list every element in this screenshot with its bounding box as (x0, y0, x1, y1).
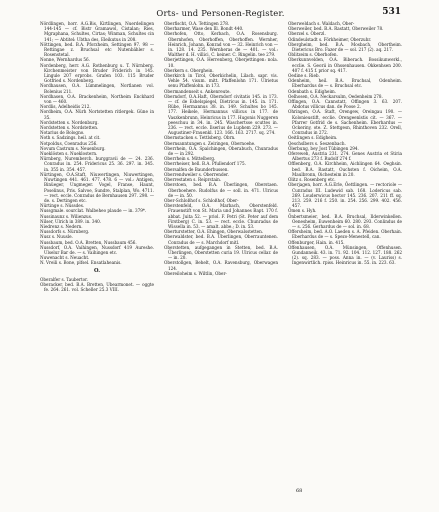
register-entry: Nordhasen, O.A. Brackenheim, Northeim Enckhard von — 460. (40, 93, 154, 105)
column-3 (288, 21, 402, 489)
page-number: 531 (382, 7, 401, 17)
register-entry: Nöttingen, bed. B.A. Pforzheim, Settingen 97. 98 — Rettingae z. Bruchsal etc Nutenbähler s. Rosenstetal. (40, 41, 154, 58)
register-entry: Nussbaum, bed. O.A. Bretten, Nussbaum 456. (40, 239, 137, 245)
register-entry: Oberkern s. Oberghein. (164, 67, 214, 73)
register-entry: Oblitzeim s. Oberhofen. (288, 52, 338, 58)
register-entry: Oberturstetter, O.A. Ehingen, Oberwalsstetten. (164, 229, 264, 235)
register-entry: Odindeulstadt s. Förkheimer, Oberzuhr. (288, 36, 372, 42)
register-entry: Ofereweh, Austria 231. 274. Genes Austria et Stiria Albertus 273 f. Rudolf 274 f. (288, 151, 402, 162)
register-entry: Oeitlingen s. Edigheim. (288, 135, 338, 141)
register-columns (40, 21, 402, 489)
register-entry: Oberrheiser, hell. B.A. Pfullendorf 175. (164, 161, 246, 167)
register-entry: Obermandenseit s. Ankenreute. (164, 88, 231, 94)
register-entry: Obergheim, bed. B.A. Mosbach, Obertheim. Dietericus Bro. Fazer de — sol. 217 (2). aq. 217. (288, 41, 402, 53)
register-entry: Oberweldach s. Waldach, Ober- (288, 21, 355, 26)
register-entry: Oberndorf, O.A.Haft, Oberndorf civitatis 145. in 173. — cf. de Eshelspiegel, Dietricus in. 145. in. 171. Rübe, Hermannus 38. in. 149. Schultes bo 145. 177. Heikele, Hermannus villicus in 177. de Vaszkenbrunn, Heinricus in 177. Hugonis Nuggeren peeschuu in 34. in. 245. Waschertsse scuttes in. 236. — rect. eccle. Ilserius de Luphem 229. 273. — Augustiner-Frauenkl. 123. 166. 163. 2717. sq. 274. (164, 93, 278, 136)
register-entry: Noth s. Sadzings. heil. at cit. (40, 135, 101, 141)
register-entry: Obereiloheim s. Wiltlin, Ober- (164, 270, 227, 276)
register-entry: Nueklösten s. Nueklostern. (40, 151, 98, 157)
register-entry: Odenbath s. Edigheim. (288, 88, 337, 94)
register-entry: Oberharmer, Wase den Ill. Bondt 440. (164, 26, 244, 32)
register-entry: Offenhausen, O.A. Münsingen, Offenhusen. Gundanneik. 43. in. 71. 92. 104. 112. 127. 188. 262 (2). sq. 283. — poss. Anna in. — (v. Lauriss) s. Ingenwirtlich. rpiss. Heinricus in. 55. in. 223. 63. (288, 244, 402, 266)
signature-mark: 68 (296, 488, 303, 494)
register-entry: Oberjagen, horr. A.G.Erle, Öettlingen. — rectoriole — Cunradus III. Ludewid sab. 168. Lodericus sab. 269. Louderwicus hector 145. 236. 207. 211 ff. sq. 213. 259. 216 f. 250. in. 254. 256. 299. 402. 456. 457. (288, 182, 402, 209)
register-entry: Odenheim, heil. B.A. Bruchsal, Odenheim. Eberhardus de — s. Bruchsal etc. (288, 78, 402, 89)
register-entry: Nuwenacht s. Neuacht. (40, 255, 90, 261)
register-entry: Oberhofen, Otto, Kerbach, O.A. Rosensburg. Obernhofen, Oberhoffen, Oberhoffen. Wernher, Heinrich, Johann, Konrad von — 32. Heinrich von — in. 128. 14. 235. Wernheras de — 401. — vol.: Walther d. H. villici, C. keiner. C. Ringelin. tee 279. (164, 31, 278, 58)
register-entry: Oberstollgen, Behelt, O.A. Ravensburg, Oberwagen 124. (164, 260, 278, 271)
register-entry: Oedine s. Rieb. (288, 73, 320, 79)
register-entry: Nordstetten s. Nordstetten. (40, 125, 99, 131)
register-entry: Oberkirch in Tirol, Oberkichelin, Lilach. sapr. vis. Vehle 54. visum. mitt. Pfaffenlohn 171. Ulrietus senu Pfaffenlohn. in 173. (164, 73, 278, 89)
register-entry: Oberalfer s. Taubertor. (40, 276, 88, 282)
register-entry: Offingen, O.A. Cannstatt, Offingen 3. 63. 207. Abdotus villicus dan. de Poose 2. (288, 99, 402, 110)
register-entry: Oberjettingen, O.A. Herrenberg, Oberjettingen: nola. 10. (164, 57, 278, 68)
register-entry: Nordheim, O.A. Nürh Nortstetten ritlergek. Güne in 35. (40, 109, 154, 120)
register-entry: Oberweiler, bed. B.A. Rastatt, Oberweiler 78. (288, 26, 384, 32)
register-entry: Oberrhein s. Mittelberg. (164, 156, 216, 162)
register-entry: Oberfischt, O.A. Tettingen 278. (164, 21, 230, 26)
page-title: Orts- und Personen-Register. (156, 8, 285, 18)
register-entry: Olitz s. Rosenberg etc. (288, 177, 336, 183)
register-entry: Ömen s. Hyh. (288, 208, 317, 214)
register-entry: Ohringen, O.A. Staft, Orengew, Oreingau 190. — Kolonieustift, ecclie. Orengeenlstis cit. — 367. — Pfarrer Gotfrid de s. Sachenheim. Eberhardus — Ockeriny, ote. Z. Stettgesn, Rhinthoven 232. Orell, Conradus in 272. (288, 109, 402, 136)
register-entry: Nürnberg, Nuremberch. burggravii de — 24. 236. Conradus in. 254. Fridericus 25. 36. 297. in. 345. in. 355 in. 354. 457. (40, 156, 154, 172)
register-entry: Oeschslbers s. Seszenbach. (288, 140, 346, 146)
section-letter: O. (93, 267, 101, 274)
register-entry: Oberrhein, O.A. Spalchingen, Oberabuch, Chunradus de — in 292. (164, 145, 278, 157)
register-entry: Nussdorfs s. Nürnberg. (40, 229, 90, 235)
register-entry: Oberzel s. Oberzl. (288, 31, 326, 37)
column-1 (40, 21, 154, 489)
register-entry: Nordenberg, herr. A.G. Rothenburg u. T. Nürnberg. Kirchenmeister von Bruder Friderich in 145. Lingule 207 erprobs. Grafen 103. 115 Bruder Gotfried s. Nordenberg. (40, 62, 154, 84)
register-entry: Oberstetten, aufgegangen in Stetten, bed. B.A. Überlingen, Oberstetten curia 19. Ulricus cellar. de — in. 20. (164, 244, 278, 261)
register-entry: Oberstenfeld, O.A. Marbach, Oberstenfeld. Frauenstift von St. Maria und Johannes Bapt. 170 f. abbat. Juita 52. — priol. F. Petri (St. Peter auf dem Firstberg) C. in. 53. — rect. eccle. Chunradus de Wissella in. 53. — amalt. abbe.; D. in. 53. (164, 203, 278, 229)
register-entry: Notpoldus, Coenradus 256. (40, 140, 98, 146)
register-entry: Nürtingen, O.A.Staft, Niuwertingen, Niuwertingen, Nuwtingen 441. 461. 477. 478. 6 — vol.: Antigen, Binüeger, Ungmeger. Vogel, Franse, Haunt, Poselinus, Pris. Salvoe, Sundre, Stalplan, Wo. 4711. — rect. eccle. Conradus de Bernhausen 297. 298. — de. s. Dertingen etc. (40, 171, 154, 203)
register-entry: Nussinaunz s. Wilienzus. (40, 213, 93, 219)
register-entry: Oberrendweiler s. Oberrender. (164, 171, 229, 177)
register-entry: Niedrenz s. Nedern. (40, 223, 83, 229)
register-entry: Nussgmale. sourclat. Walbeheo plaude — in. 379*. (40, 208, 147, 214)
register-entry: Nordlis, Adelheidis 212. (40, 104, 91, 110)
register-entry: Obernsanntungen s. Zeiringen, Obernoehe. (164, 140, 256, 146)
register-entry: Nordhausen, O.A. Lümmelingen, Nortlanen vol. Bolenius 211. (40, 83, 154, 94)
column-2 (164, 21, 278, 489)
register-entry: Ölerbung, bey Jost Tübingen 294. (288, 145, 359, 151)
register-entry: Offersheim, bed. A.O. Laeden s. A. Pfeiden. Oberhain. Eberhardus de — s. Spezo-Menestell, can. (288, 229, 402, 240)
register-entry: Oberacker, bed. B.A. Bretten, Ubearmonet. — oggte fe. 264. 261. vol. Scheller 25.3 VIII. (40, 281, 154, 292)
register-entry: Nusz s. Nuusle. (40, 234, 73, 240)
register-entry: Oberstoen, bed. B.A. Überlingen, Oberstaen. Oberboehere. Rudolfus de — soll. in. 471. Ulricus de — in. 50. (164, 182, 278, 198)
register-entry: Nussdorf, O.A. Vaihingen, Nussdorf 419 Aureshe. Ulselur Bar de. — s. Vaihingen etc. (40, 244, 154, 255)
register-entry: Nürtinge s. Nüssdes. (40, 203, 85, 209)
register-entry: Obersalfen de Baunderbussen. (164, 166, 229, 172)
register-entry: Obernstacken s. Tettlsberg. Obrn. (164, 135, 236, 141)
register-entry: Oberwaldster, bed. B.A. Überlingen, Oberrauntenen. Conradus de — s. Marchdorf mitl. (164, 234, 278, 245)
register-entry: Nordstetten s. Nordenburg. (40, 119, 99, 125)
register-entry: Nilser, Ulrich in 389. in. 340. (40, 218, 102, 224)
register-entry: Oberkunnvelden, O.A. Biberach. Bossikunwerkl., ecclie. S. Georii in Ohssenhausen. Okkenhsen 200. 407 f. 415 f. prior sq. 417. (288, 57, 402, 73)
register-entry: Notarius de Bologno. (40, 130, 85, 136)
register-entry: Offlenberg, O.A. Kirchheim, Aichlingen 64. Oeghsin. bed. B.A. Rastatt, Ouchsten f. Oicheim, O.A. Maulbronn, Oichesteim in 20. (288, 161, 402, 177)
register-entry: Önbertsmeier, bed. B.A. Bruchsal, Ilderwinkellen. Oenesheim, Euwenheim 60. 280. 293. Conlindus de — s. 256. Gerhardus de — sol. in. 68. (288, 213, 402, 229)
register-entry: Offenburger, Hain. in. 415. (288, 239, 345, 245)
register-entry: Novum Castrum s. Neuenburg. (40, 145, 106, 151)
register-entry: Nördlingen, horr. A.G.Bis, Kirtlingen, Nuerdelingen 144-145 — cf. Bistr Gramawol, Cistalan; Ries, Mgraphana, Schultes, Cirtas; Winman, Schultes cin 141; — Abtitel: Ubtha des, Eleikutus in 208. (40, 21, 154, 42)
register-entry: N. Vreili s. Bone, plfsel. Ensatlaheanis. (40, 260, 122, 266)
register-entry: Nonne, Wernhardus 56. (40, 57, 91, 63)
register-entry: Ober-Schloßhof s. Schloßhof, Ober- (164, 197, 239, 203)
register-entry: Oberrestaten s. Reiprstain. (164, 177, 222, 183)
register-entry: Oelhosen, O.A. Neckarsulm, Oedenheim 278. (288, 93, 383, 99)
